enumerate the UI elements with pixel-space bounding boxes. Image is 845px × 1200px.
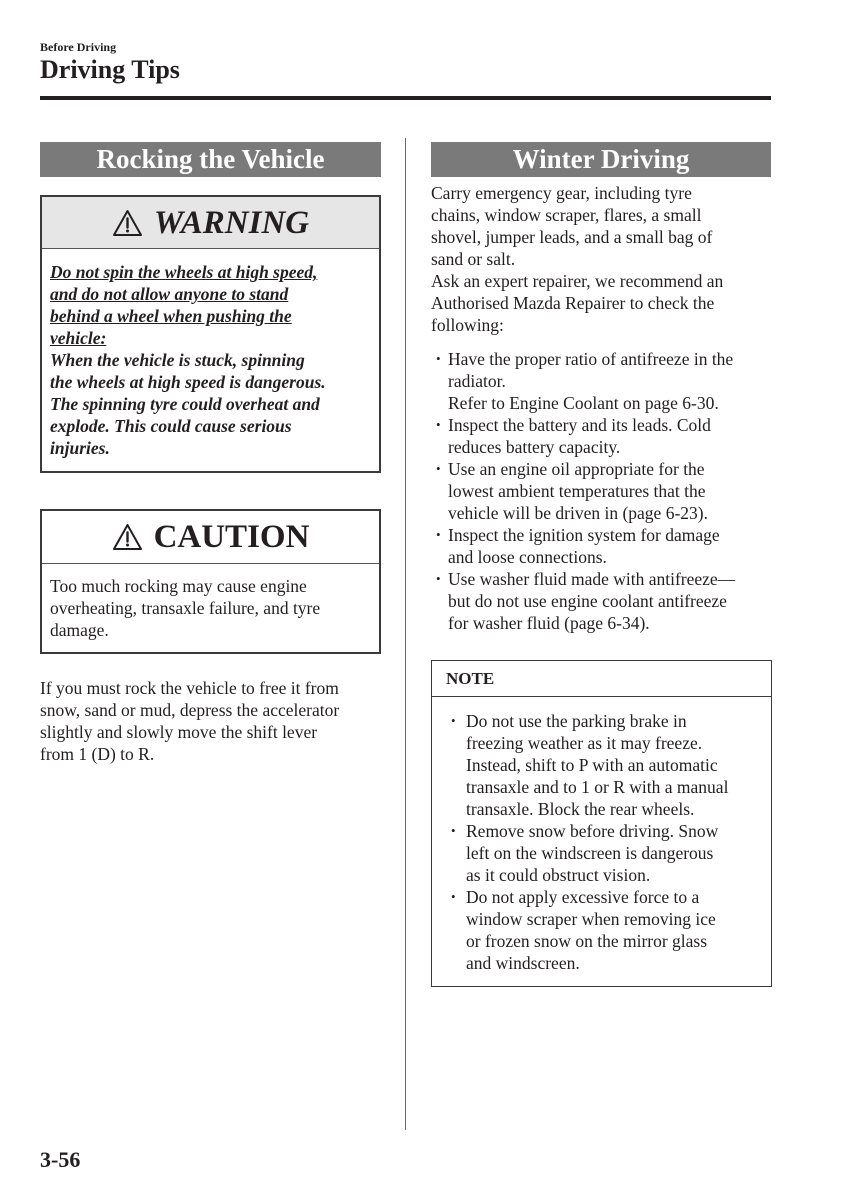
caution-text-line: damage. xyxy=(50,620,109,640)
warning-triangle-icon xyxy=(112,209,143,237)
bullet-line: transaxle and to 1 or R with a manual xyxy=(466,777,729,797)
warning-triangle-icon xyxy=(112,523,143,551)
paragraph-line: If you must rock the vehicle to free it from xyxy=(40,678,339,698)
bullet-line: Remove snow before driving. Snow xyxy=(466,821,719,841)
bullet-line: Use an engine oil appropriate for the xyxy=(448,459,705,479)
bullet-icon: • xyxy=(451,889,456,904)
warning-text xyxy=(50,349,371,459)
paragraph-line: slightly and slowly move the shift lever xyxy=(40,722,318,742)
note-list xyxy=(432,697,771,974)
page-number: 3-56 xyxy=(40,1147,81,1172)
warning-emphasis-line: Do not spin the wheels at high speed, xyxy=(50,262,318,282)
section-heading-rocking: Rocking the Vehicle xyxy=(40,142,381,177)
paragraph-line: chains, window scraper, flares, a small xyxy=(431,205,702,225)
bullet-line: Have the proper ratio of antifreeze in the xyxy=(448,349,734,369)
paragraph-line: Carry emergency gear, including tyre xyxy=(431,183,692,203)
warning-text-line: When the vehicle is stuck, spinning xyxy=(50,350,305,370)
bullet-icon: • xyxy=(451,713,456,728)
warning-body xyxy=(42,249,379,459)
caution-header xyxy=(42,511,379,564)
bullet-line: reduces battery capacity. xyxy=(448,437,621,457)
title-rule xyxy=(40,96,771,100)
bullet-line: Instead, shift to P with an automatic xyxy=(466,755,718,775)
caution-text-line: Too much rocking may cause engine xyxy=(50,576,307,596)
page-title: Driving Tips xyxy=(40,55,180,84)
bullet-item xyxy=(451,820,771,886)
bullet-line: Refer to Engine Coolant on page 6-30. xyxy=(448,393,719,413)
paragraph-line: snow, sand or mud, depress the accelerator xyxy=(40,700,340,720)
bullet-line: Do not apply excessive force to a xyxy=(466,887,700,907)
warning-emphasis-line: vehicle: xyxy=(50,328,107,348)
bullet-line: and loose connections. xyxy=(448,547,607,567)
warning-header xyxy=(42,197,379,249)
bullet-text xyxy=(448,348,771,414)
bullet-line: window scraper when removing ice xyxy=(466,909,716,929)
section-heading-winter: Winter Driving xyxy=(431,142,771,177)
bullet-item xyxy=(431,568,771,634)
paragraph-line: shovel, jumper leads, and a small bag of xyxy=(431,227,713,247)
bullet-line: Do not use the parking brake in xyxy=(466,711,687,731)
warning-text-line: the wheels at high speed is dangerous. xyxy=(50,372,326,392)
paragraph-line: from 1 (D) to R. xyxy=(40,744,155,764)
bullet-line: freezing weather as it may freeze. xyxy=(466,733,703,753)
bullet-icon: • xyxy=(436,527,441,542)
bullet-text xyxy=(466,710,771,820)
bullet-icon: • xyxy=(436,351,441,366)
warning-title: WARNING xyxy=(153,204,310,241)
paragraph-line: following: xyxy=(431,315,504,335)
section-label: Before Driving xyxy=(40,40,117,54)
bullet-line: radiator. xyxy=(448,371,506,391)
bullet-item xyxy=(451,710,771,820)
winter-intro-paragraph xyxy=(431,182,771,336)
bullet-item xyxy=(431,348,771,414)
bullet-item xyxy=(451,886,771,974)
bullet-line: lowest ambient temperatures that the xyxy=(448,481,706,501)
note-box xyxy=(431,660,772,987)
warning-text-line: explode. This could cause serious xyxy=(50,416,292,436)
caution-box xyxy=(40,509,381,654)
bullet-item xyxy=(431,458,771,524)
winter-checklist xyxy=(431,348,771,634)
bullet-line: for washer fluid (page 6-34). xyxy=(448,613,650,633)
bullet-item xyxy=(431,414,771,458)
note-title: NOTE xyxy=(432,661,771,697)
paragraph-line: sand or salt. xyxy=(431,249,516,269)
warning-box xyxy=(40,195,381,473)
paragraph-line: Ask an expert repairer, we recommend an xyxy=(431,271,724,291)
caution-body xyxy=(42,564,379,641)
rocking-paragraph xyxy=(40,677,381,765)
bullet-line: left on the windscreen is dangerous xyxy=(466,843,714,863)
warning-text-line: The spinning tyre could overheat and xyxy=(50,394,320,414)
bullet-line: or frozen snow on the mirror glass xyxy=(466,931,708,951)
bullet-text xyxy=(466,886,771,974)
bullet-text xyxy=(448,458,771,524)
bullet-line: but do not use engine coolant antifreeze xyxy=(448,591,727,611)
bullet-line: transaxle. Block the rear wheels. xyxy=(466,799,695,819)
warning-emphasis xyxy=(50,261,371,349)
bullet-line: vehicle will be driven in (page 6-23). xyxy=(448,503,708,523)
bullet-line: Inspect the battery and its leads. Cold xyxy=(448,415,711,435)
bullet-text xyxy=(448,568,771,634)
bullet-icon: • xyxy=(451,823,456,838)
bullet-text xyxy=(466,820,771,886)
bullet-icon: • xyxy=(436,571,441,586)
bullet-line: Use washer fluid made with antifreeze— xyxy=(448,569,736,589)
warning-emphasis-line: and do not allow anyone to stand xyxy=(50,284,289,304)
paragraph-line: Authorised Mazda Repairer to check the xyxy=(431,293,715,313)
bullet-line: as it could obstruct vision. xyxy=(466,865,651,885)
caution-text-line: overheating, transaxle failure, and tyre xyxy=(50,598,321,618)
warning-emphasis-line: behind a wheel when pushing the xyxy=(50,306,292,326)
column-divider xyxy=(405,138,406,1130)
bullet-text xyxy=(448,524,771,568)
bullet-icon: • xyxy=(436,461,441,476)
caution-title: CAUTION xyxy=(153,519,310,555)
warning-text-line: injuries. xyxy=(50,438,110,458)
bullet-line: and windscreen. xyxy=(466,953,580,973)
bullet-item xyxy=(431,524,771,568)
bullet-line: Inspect the ignition system for damage xyxy=(448,525,720,545)
bullet-text xyxy=(448,414,771,458)
bullet-icon: • xyxy=(436,417,441,432)
